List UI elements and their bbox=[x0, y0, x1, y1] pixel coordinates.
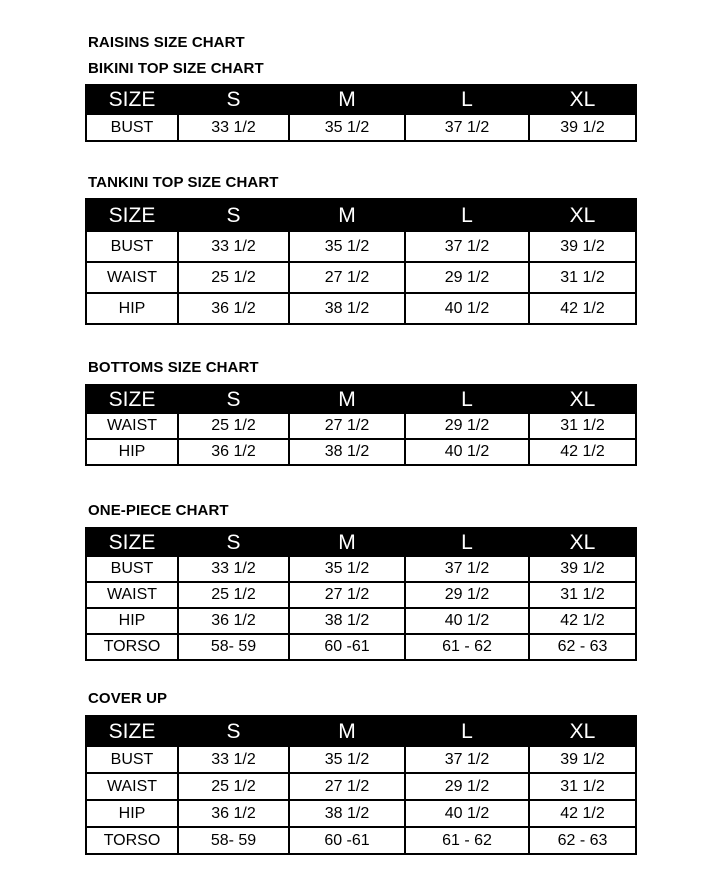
table-cell: 42 1/2 bbox=[529, 439, 636, 465]
table-cell: 29 1/2 bbox=[405, 582, 529, 608]
row-label: HIP bbox=[86, 800, 178, 827]
header-cell: XL bbox=[529, 716, 636, 746]
table-row bbox=[86, 293, 636, 324]
table-row bbox=[86, 114, 636, 141]
header-cell: SIZE bbox=[86, 716, 178, 746]
table-cell: 29 1/2 bbox=[405, 262, 529, 293]
header-cell: XL bbox=[529, 385, 636, 413]
header-row bbox=[86, 85, 636, 114]
table-cell: 36 1/2 bbox=[178, 293, 289, 324]
table-row bbox=[86, 556, 636, 582]
table-cell: 31 1/2 bbox=[529, 582, 636, 608]
table-cell: 29 1/2 bbox=[405, 773, 529, 800]
row-label: WAIST bbox=[86, 413, 178, 439]
table-cell: 58- 59 bbox=[178, 634, 289, 660]
table-cell: 42 1/2 bbox=[529, 800, 636, 827]
header-cell: XL bbox=[529, 199, 636, 231]
table-cell: 39 1/2 bbox=[529, 231, 636, 262]
section-heading-bottoms: BOTTOMS SIZE CHART bbox=[88, 359, 259, 376]
header-cell: S bbox=[178, 716, 289, 746]
table-cell: 37 1/2 bbox=[405, 114, 529, 141]
table-cell: 31 1/2 bbox=[529, 773, 636, 800]
row-label: HIP bbox=[86, 293, 178, 324]
table-cell: 27 1/2 bbox=[289, 582, 405, 608]
table-cell: 25 1/2 bbox=[178, 262, 289, 293]
table-cell: 58- 59 bbox=[178, 827, 289, 854]
header-cell: XL bbox=[529, 528, 636, 556]
table-row bbox=[86, 231, 636, 262]
header-cell: L bbox=[405, 85, 529, 114]
header-cell: M bbox=[289, 199, 405, 231]
header-row bbox=[86, 385, 636, 413]
header-cell: XL bbox=[529, 85, 636, 114]
table-cell: 38 1/2 bbox=[289, 293, 405, 324]
table-cell: 35 1/2 bbox=[289, 231, 405, 262]
size-table-bikini-top bbox=[85, 84, 637, 142]
header-cell: S bbox=[178, 85, 289, 114]
table-cell: 25 1/2 bbox=[178, 413, 289, 439]
header-cell: L bbox=[405, 716, 529, 746]
header-cell: M bbox=[289, 716, 405, 746]
table-cell: 40 1/2 bbox=[405, 800, 529, 827]
table-cell: 36 1/2 bbox=[178, 608, 289, 634]
table-row bbox=[86, 800, 636, 827]
table-cell: 40 1/2 bbox=[405, 608, 529, 634]
header-cell: SIZE bbox=[86, 528, 178, 556]
table-row bbox=[86, 634, 636, 660]
table-row bbox=[86, 746, 636, 773]
table-row bbox=[86, 827, 636, 854]
table-cell: 38 1/2 bbox=[289, 800, 405, 827]
table-cell: 33 1/2 bbox=[178, 556, 289, 582]
table-cell: 33 1/2 bbox=[178, 114, 289, 141]
table-cell: 25 1/2 bbox=[178, 773, 289, 800]
section-heading-one-piece: ONE-PIECE CHART bbox=[88, 502, 229, 519]
header-cell: L bbox=[405, 199, 529, 231]
table-cell: 27 1/2 bbox=[289, 413, 405, 439]
header-cell: M bbox=[289, 385, 405, 413]
row-label: BUST bbox=[86, 556, 178, 582]
header-cell: S bbox=[178, 385, 289, 413]
table-cell: 36 1/2 bbox=[178, 800, 289, 827]
table-cell: 40 1/2 bbox=[405, 293, 529, 324]
size-table-cover-up bbox=[85, 715, 637, 855]
header-cell: M bbox=[289, 85, 405, 114]
table-cell: 61 - 62 bbox=[405, 827, 529, 854]
header-cell: M bbox=[289, 528, 405, 556]
table-cell: 60 -61 bbox=[289, 634, 405, 660]
section-heading-bikini-top: BIKINI TOP SIZE CHART bbox=[88, 60, 264, 77]
header-cell: SIZE bbox=[86, 199, 178, 231]
row-label: WAIST bbox=[86, 582, 178, 608]
header-row bbox=[86, 528, 636, 556]
table-cell: 42 1/2 bbox=[529, 293, 636, 324]
size-table-bottoms bbox=[85, 384, 637, 466]
section-heading-cover-up: COVER UP bbox=[88, 690, 168, 707]
page-title: RAISINS SIZE CHART bbox=[88, 34, 245, 51]
header-row bbox=[86, 716, 636, 746]
header-cell: S bbox=[178, 528, 289, 556]
table-cell: 35 1/2 bbox=[289, 114, 405, 141]
table-cell: 39 1/2 bbox=[529, 114, 636, 141]
row-label: BUST bbox=[86, 231, 178, 262]
header-cell: SIZE bbox=[86, 385, 178, 413]
table-cell: 36 1/2 bbox=[178, 439, 289, 465]
row-label: BUST bbox=[86, 114, 178, 141]
table-cell: 31 1/2 bbox=[529, 262, 636, 293]
table-cell: 38 1/2 bbox=[289, 439, 405, 465]
table-cell: 37 1/2 bbox=[405, 746, 529, 773]
table-cell: 35 1/2 bbox=[289, 746, 405, 773]
header-cell: S bbox=[178, 199, 289, 231]
row-label: HIP bbox=[86, 439, 178, 465]
table-cell: 60 -61 bbox=[289, 827, 405, 854]
table-row bbox=[86, 773, 636, 800]
table-row bbox=[86, 439, 636, 465]
table-row bbox=[86, 608, 636, 634]
table-cell: 39 1/2 bbox=[529, 746, 636, 773]
header-row bbox=[86, 199, 636, 231]
table-cell: 37 1/2 bbox=[405, 556, 529, 582]
table-cell: 40 1/2 bbox=[405, 439, 529, 465]
table-cell: 38 1/2 bbox=[289, 608, 405, 634]
table-row bbox=[86, 413, 636, 439]
header-cell: SIZE bbox=[86, 85, 178, 114]
section-heading-tankini-top: TANKINI TOP SIZE CHART bbox=[88, 174, 279, 191]
row-label: HIP bbox=[86, 608, 178, 634]
size-table-one-piece bbox=[85, 527, 637, 661]
table-cell: 39 1/2 bbox=[529, 556, 636, 582]
header-cell: L bbox=[405, 528, 529, 556]
table-cell: 62 - 63 bbox=[529, 634, 636, 660]
table-cell: 35 1/2 bbox=[289, 556, 405, 582]
row-label: WAIST bbox=[86, 262, 178, 293]
size-table-tankini-top bbox=[85, 198, 637, 325]
table-cell: 33 1/2 bbox=[178, 231, 289, 262]
row-label: BUST bbox=[86, 746, 178, 773]
table-cell: 25 1/2 bbox=[178, 582, 289, 608]
row-label: WAIST bbox=[86, 773, 178, 800]
table-cell: 27 1/2 bbox=[289, 262, 405, 293]
table-row bbox=[86, 262, 636, 293]
table-cell: 29 1/2 bbox=[405, 413, 529, 439]
table-cell: 37 1/2 bbox=[405, 231, 529, 262]
row-label: TORSO bbox=[86, 827, 178, 854]
table-cell: 61 - 62 bbox=[405, 634, 529, 660]
table-row bbox=[86, 582, 636, 608]
header-cell: L bbox=[405, 385, 529, 413]
row-label: TORSO bbox=[86, 634, 178, 660]
table-cell: 42 1/2 bbox=[529, 608, 636, 634]
table-cell: 31 1/2 bbox=[529, 413, 636, 439]
table-cell: 27 1/2 bbox=[289, 773, 405, 800]
table-cell: 62 - 63 bbox=[529, 827, 636, 854]
table-cell: 33 1/2 bbox=[178, 746, 289, 773]
